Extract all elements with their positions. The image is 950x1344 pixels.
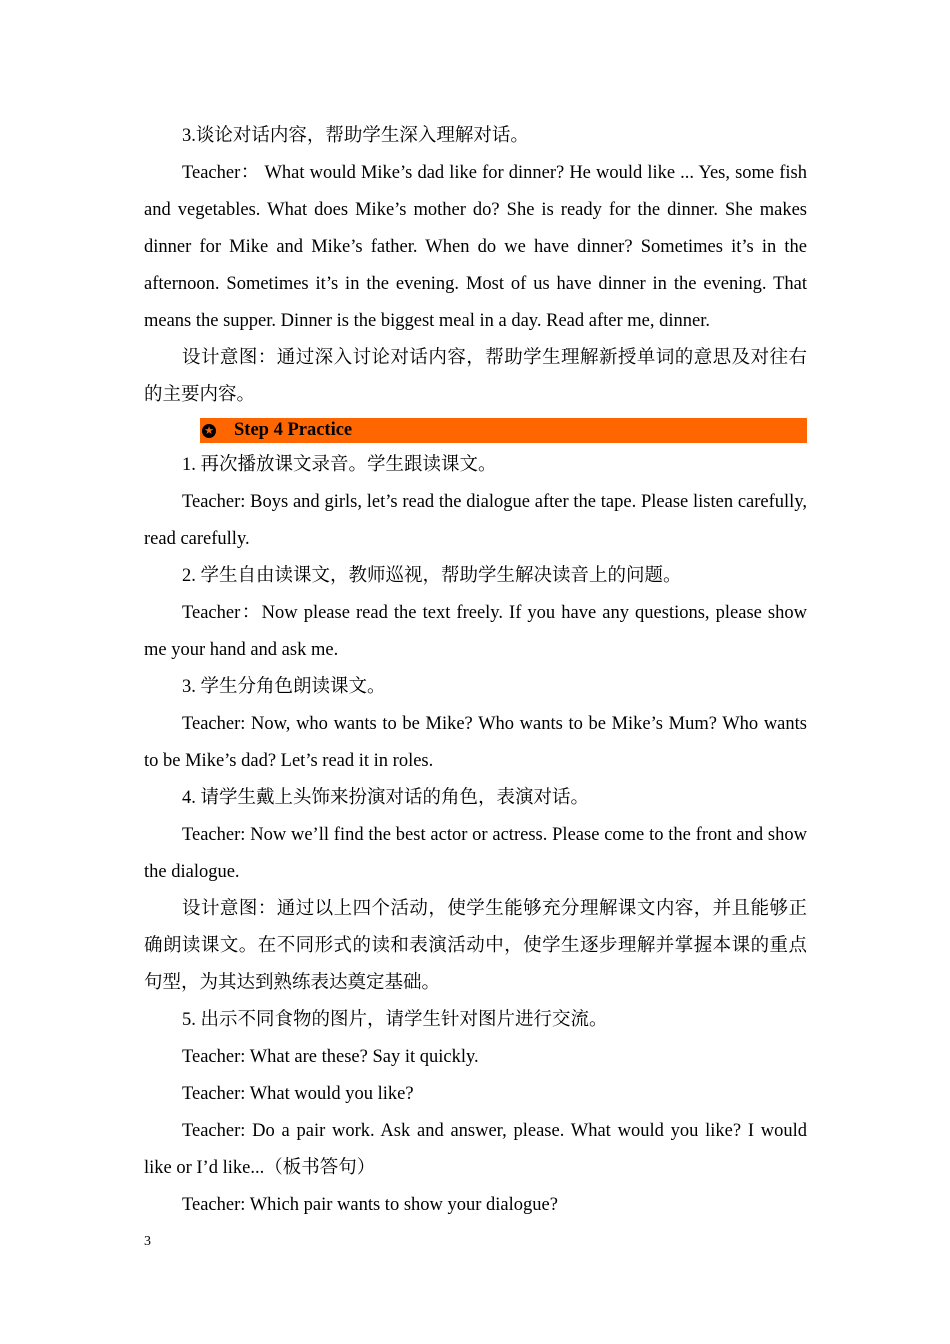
document-page <box>144 118 807 1224</box>
paragraph-item-3: 3. 学生分角色朗读课文。 <box>182 677 386 697</box>
star-circle-icon: ★ <box>202 424 216 438</box>
paragraph-item-2: 2. 学生自由读课文，教师巡视，帮助学生解决读音上的问题。 <box>182 566 682 586</box>
page-number: 3 <box>144 1234 151 1249</box>
paragraph-teacher-dinner: Teacher： What would Mike’s dad like for dinner? He would like ... Yes, some fish and vegetables. What does Mike’s mother do? She is ready for the dinner. She makes dinner for Mike and Mike’s father. When do we have dinner? Sometimes it’s in the afternoon. Sometimes it’s in the evening. Most of us have dinner in the evening. That means the supper. Dinner is the biggest meal in a day. Read after me, dinner. <box>144 163 807 331</box>
step-title: Step 4 Practice <box>234 420 353 440</box>
paragraph-heading-3: 3.谈论对话内容，帮助学生深入理解对话。 <box>182 126 529 146</box>
paragraph-teacher-actor: Teacher: Now we’ll find the best actor or actress. Please come to the front and show the dialogue. <box>144 825 807 882</box>
paragraph-teacher-pair-work: Teacher: Do a pair work. Ask and answer, please. What would you like? I would like or I’d like...（板书答句） <box>144 1121 807 1178</box>
paragraph-teacher-what-are-these: Teacher: What are these? Say it quickly. <box>182 1047 479 1067</box>
paragraph-item-1: 1. 再次播放课文录音。学生跟读课文。 <box>182 455 497 475</box>
paragraph-teacher-read-tape: Teacher: Boys and girls, let’s read the dialogue after the tape. Please listen carefully, read carefully. <box>144 492 807 549</box>
paragraph-teacher-roles: Teacher: Now, who wants to be Mike? Who wants to be Mike’s Mum? Who wants to be Mike’s dad? Let’s read it in roles. <box>144 714 807 771</box>
paragraph-teacher-what-like: Teacher: What would you like? <box>182 1084 414 1104</box>
step-4-banner <box>200 418 807 443</box>
paragraph-teacher-read-freely: Teacher：Now please read the text freely. If you have any questions, please show me your hand and ask me. <box>144 603 807 660</box>
paragraph-item-5: 5. 出示不同食物的图片，请学生针对图片进行交流。 <box>182 1010 608 1030</box>
paragraph-design-intent-1: 设计意图：通过深入讨论对话内容，帮助学生理解新授单词的意思及对往右的主要内容。 <box>144 348 807 405</box>
paragraph-design-intent-2: 设计意图：通过以上四个活动，使学生能够充分理解课文内容，并且能够正确朗读课文。在不同形式的读和表演活动中，使学生逐步理解并掌握本课的重点句型，为其达到熟练表达奠定基础。 <box>144 899 807 993</box>
paragraph-teacher-which-pair: Teacher: Which pair wants to show your dialogue? <box>182 1195 558 1215</box>
paragraph-item-4: 4. 请学生戴上头饰来扮演对话的角色，表演对话。 <box>182 788 590 808</box>
